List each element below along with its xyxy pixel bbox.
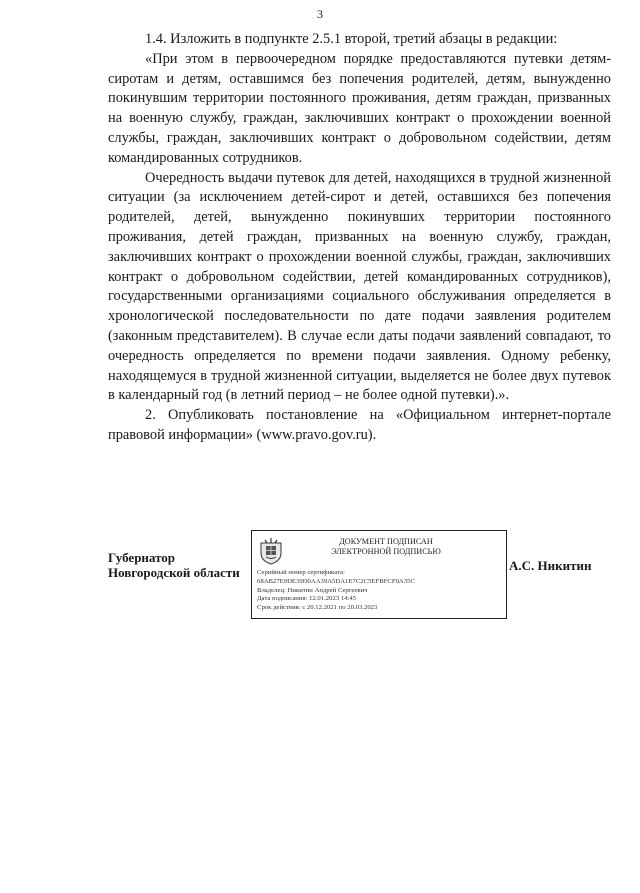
- coat-of-arms-icon: [258, 537, 284, 565]
- signer-name: А.С. Никитин: [509, 558, 592, 573]
- paragraph-2: 2. Опубликовать постановление на «Официальном интернет-портале правовой информации» (www.pravo.gov.ru).: [108, 407, 611, 443]
- stamp-header-line2: ЭЛЕКТРОННОЙ ПОДПИСЬЮ: [331, 547, 441, 556]
- stamp-owner: Владелец: Никитин Андрей Сергеевич: [257, 586, 368, 594]
- paragraph-quote-second: Очередность выдачи путевок для детей, находящихся в трудной жизненной ситуации (за исключением детей-сирот и детей, оставшихся без попечения родителей, детей, вынужденно покинувших территории постоянного проживания, детей граждан, призванных на военную службу, граждан, заключивших контракт о прохождении военной службы, граждан, заключивших контракт о добровольном содействии, детей командированных сотрудников), государственными организациями социального обслуживания определяется в хронологической последовательности по дате подачи заявления родителем (законным представителем). В случае если даты подачи заявлений совпадают, то очередность определяется по времени подачи заявления. Одному ребенку, находящемуся в трудной жизненной ситуации, выделяется не более двух путевок в календарный год (в летний период – не более одной путевки).».: [108, 169, 611, 404]
- electronic-signature-stamp: [251, 530, 507, 619]
- stamp-validity: Срок действия: с 20.12.2021 по 20.03.2023: [257, 604, 378, 612]
- signer-title-line2: Новгородской области: [108, 565, 240, 580]
- stamp-details: [257, 569, 503, 613]
- paragraph-quote-first: «При этом в первоочередном порядке предоставляются путевки детям-сиротам и детям, оставшимся без попечения родителей, детям, вынужденно покинувшим территории постоянного проживания, детям граждан, призванных на военную службу, граждан, заключивших контракт о прохождении военной службы, граждан, заключивших контракт о добровольном содействии, детям командированных сотрудников.: [108, 50, 611, 166]
- stamp-signed-date: Дата подписания: 12.01.2023 14:45: [257, 595, 357, 603]
- page-number: 3: [317, 7, 323, 21]
- signer-title-line1: Губернатор: [108, 550, 176, 565]
- paragraph-1-4: 1.4. Изложить в подпункте 2.5.1 второй, третий абзацы в редакции:: [145, 31, 558, 47]
- stamp-header: [286, 537, 486, 557]
- signer-title: [108, 550, 240, 580]
- stamp-serial-label: Серийный номер сертификата:: [257, 569, 345, 576]
- stamp-serial: 68AB27E9DE39D0AA39A5DA1E7C2C5EFBFCF0A35C: [257, 577, 415, 585]
- document-body: [108, 30, 611, 446]
- stamp-header-line1: ДОКУМЕНТ ПОДПИСАН: [339, 537, 433, 546]
